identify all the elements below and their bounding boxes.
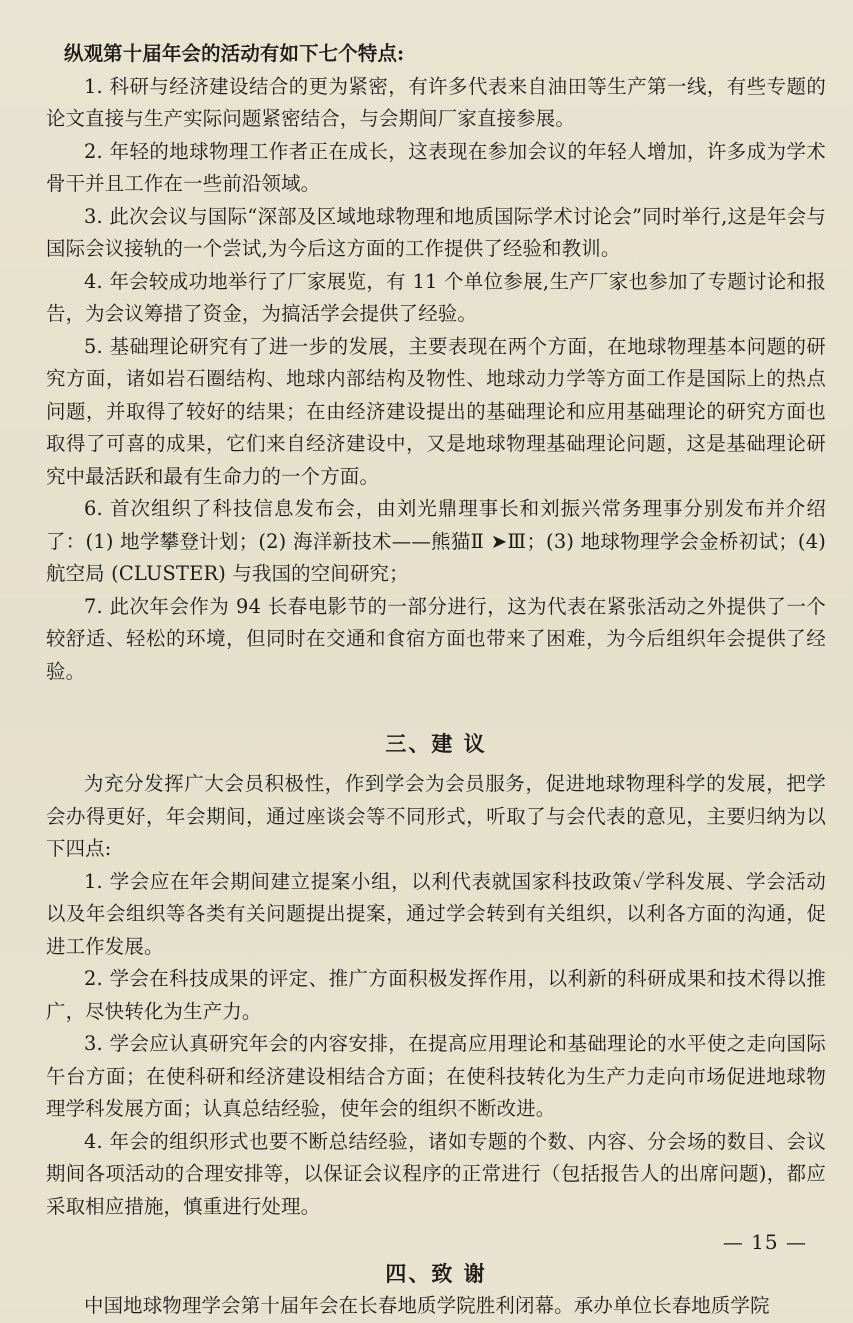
page-content bbox=[46, 38, 826, 1323]
suggestion-item: 3. 学会应认真研究年会的内容安排，在提高应用理论和基础理论的水平使之走向国际午台方面；在使科研和经济建设相结合方面；在使科技转化为生产力走向市场促进地球物理学科发展方面；认真总结经验，使年会的组织不断改进。 bbox=[46, 1032, 826, 1120]
feature-item: 4. 年会较成功地举行了厂家展览，有 11 个单位参展,生产厂家也参加了专题讨论和报告，为会议筹措了资金，为搞活学会提供了经验。 bbox=[46, 269, 826, 325]
section-title-acknowledgements: 四、致 谢 bbox=[385, 1261, 487, 1286]
feature-item: 5. 基础理论研究有了进一步的发展，主要表现在两个方面，在地球物理基本问题的研究方面，诸如岩石圈结构、地球内部结构及物性、地球动力学等方面工作是国际上的热点问题，并取得了较好的结果；在由经济建设提出的基础理论和应用基础理论的研究方面也取得了可喜的成果，它们来自经济建设中，又是地球物理基础理论问题，这是基础理论研究中最活跃和最有生命力的一个方面。 bbox=[46, 334, 826, 488]
features-intro: 纵观第十届年会的活动有如下七个特点: bbox=[64, 42, 405, 65]
feature-item: 7. 此次年会作为 94 长春电影节的一部分进行，这为代表在紧张活动之外提供了一个较舒适、轻松的环境，但同时在交通和食宿方面也带来了困难，为今后组织年会提供了经验。 bbox=[46, 594, 826, 683]
suggestions-intro: 为充分发挥广大会员积极性，作到学会为会员服务，促进地球物理科学的发展，把学会办得更好，年会期间，通过座谈会等不同形式，听取了与会代表的意见，主要归纳为以下四点: bbox=[46, 772, 826, 860]
feature-item: 6. 首次组织了科技信息发布会，由刘光鼎理事长和刘振兴常务理事分别发布并介绍了：(1) 地学攀登计划；(2) 海洋新技术——熊猫Ⅱ ➤Ⅲ；(3) 地球物理学会金桥初试；(4) 航空局 (CLUSTER) 与我国的空间研究； bbox=[46, 497, 826, 585]
section-spacer bbox=[46, 1223, 826, 1258]
feature-item: 1. 科研与经济建设结合的更为紧密，有许多代表来自油田等生产第一线，有些专题的论文直接与生产实际问题紧密结合，与会期间厂家直接参展。 bbox=[46, 74, 826, 130]
section-title-suggestions: 三、建 议 bbox=[385, 731, 487, 756]
page-number: — 15 — bbox=[722, 1230, 807, 1254]
feature-item: 3. 此次会议与国际“深部及区域地球物理和地质国际学术讨论会”同时举行,这是年会与国际会议接轨的一个尝试,为今后这方面的工作提供了经验和教训。 bbox=[46, 204, 826, 260]
section-spacer bbox=[46, 688, 826, 728]
feature-item: 2. 年轻的地球物理工作者正在成长，这表现在参加会议的年轻人增加，许多成为学术骨干并且工作在一些前沿领域。 bbox=[46, 139, 826, 195]
section-spacer bbox=[46, 760, 826, 768]
acknowledgements-text: 中国地球物理学会第十届年会在长春地质学院胜利闭幕。承办单位长春地质学院 bbox=[84, 1294, 770, 1317]
suggestion-item: 4. 年会的组织形式也要不断总结经验，诸如专题的个数、内容、分会场的数目、会议期间各项活动的合理安排等，以保证会议程序的正常进行（包括报告人的出席问题)，都应采取相应措施，慎重进行处理。 bbox=[46, 1129, 826, 1218]
suggestion-item: 2. 学会在科技成果的评定、推广方面积极发挥作用，以利新的科研成果和技术得以推广，尽快转化为生产力。 bbox=[46, 967, 826, 1023]
suggestion-item: 1. 学会应在年会期间建立提案小组，以利代表就国家科技政策✓学科发展、学会活动以及年会组织等各类有关问题提出提案，通过学会转到有关组织，以利各方面的沟通，促进工作发展。 bbox=[46, 869, 826, 958]
